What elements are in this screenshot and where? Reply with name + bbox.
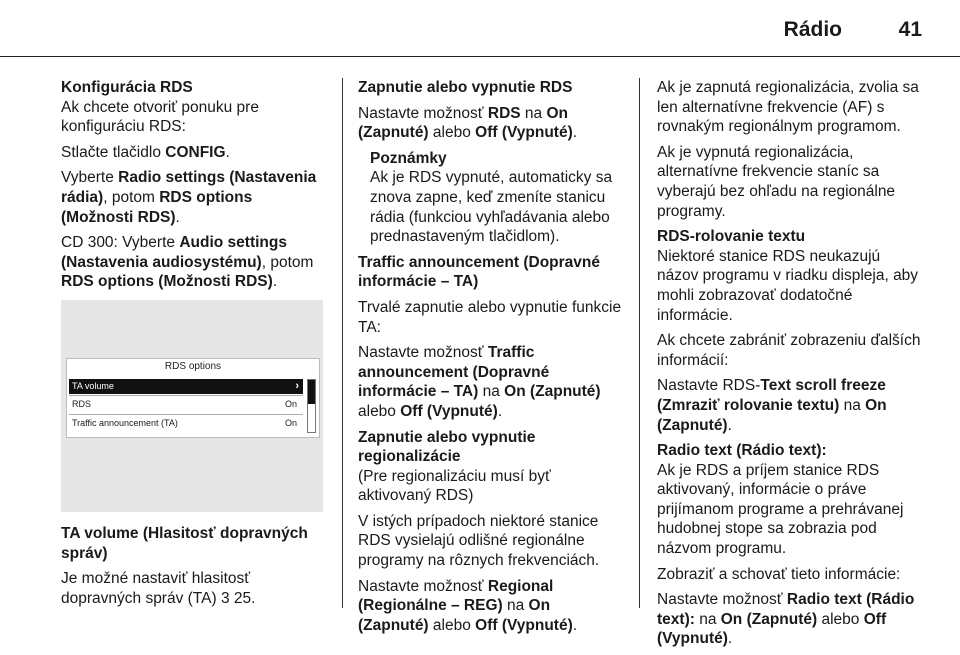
section-ta-volume [61,524,327,563]
paragraph-radio-settings: Vyberte Radio settings (Nastavenia rádia), potom RDS options (Možnosti RDS). [61,169,317,226]
scrollbar-thumb [308,380,315,404]
heading-rds-toggle: Zapnutie alebo vypnutie RDS [358,79,573,96]
display-title: RDS options [164,360,222,372]
paragraph-ta-setting: Nastavte možnosť Traffic announcement (Dopravné informácie – TA) na On (Zapnuté) alebo Off (Vypnuté). [358,344,601,420]
paragraph-rds-setting: Nastavte možnosť RDS na On (Zapnuté) alebo Off (Vypnuté). [358,104,578,142]
heading-traffic-announcement: Traffic announcement (Dopravné informácie – TA) [358,253,601,291]
paragraph: Ak je zapnutá regionalizácia, zvolia sa len alternatívne frekvencie (AF) s rovnakým regionálnym programom. [657,79,919,136]
section-regionalization [358,428,624,506]
heading-rds-config: Konfigurácia RDS [61,79,193,96]
page-ref-icon: 3 [220,589,230,607]
display-row-rds: RDS On [72,398,297,409]
column-2 [358,78,624,641]
paragraph: Ak chcete otvoriť ponuku pre konfiguráciu RDS: [61,98,259,136]
paragraph: Niektoré stanice RDS neukazujú názov programu v riadku displeja, aby mohli zobrazovať dodatočné informácie. [657,247,919,324]
paragraph-radio-text-setting: Nastavte možnosť Radio text (Rádio text): na On (Zapnuté) alebo Off (Vypnuté). [657,591,915,648]
paragraph: Ak chcete zabrániť zobrazeniu ďalších informácií: [657,332,921,369]
section-radio-text [657,441,923,559]
divider [69,395,303,396]
paragraph: Trvalé zapnutie alebo vypnutie funkcie TA: [358,298,622,336]
display-row-ta-volume: TA volume › [69,379,303,394]
paragraph-ta-volume: Je možné nastaviť hlasitosť dopravných správ (TA) 3 25. [61,570,256,607]
heading-regionalization: Zapnutie alebo vypnutie regionalizácie [358,428,536,466]
display-screen [66,358,320,438]
term-config: CONFIG [165,143,226,161]
column-1 [61,78,327,614]
page-title: Rádio [783,18,842,41]
paragraph-scroll-setting: Nastavte RDS-Text scroll freeze (Zmraziť rolovanie textu) na On (Zapnuté). [657,377,887,434]
paragraph: (Pre regionalizáciu musí byť aktivovaný RDS) [358,467,551,505]
divider [69,414,303,415]
paragraph: V istých prípadoch niektoré stanice RDS vysielajú odlišné regionálne programy na rôznych frekvenciách. [358,512,600,570]
heading-ta-volume: TA volume (Hlasitosť dopravných správ) [61,524,308,562]
chevron-right-icon: › [295,379,299,392]
section-rds-config [61,78,327,137]
paragraph-config: Stlačte tlačidlo CONFIG. [61,143,230,161]
rds-options-screenshot [61,300,323,512]
note-text: Ak je RDS vypnuté, automaticky sa znova zapne, keď zmeníte stanicu rádia (funkciou vyhľadávania alebo prednastaveným tlačidlom). [370,169,613,246]
column-divider-2 [639,78,640,608]
heading-text-scroll: RDS-rolovanie textu [657,228,806,246]
header-divider [0,56,960,57]
section-text-scroll [657,227,923,325]
note-box [358,149,624,247]
display-scrollbar [307,379,316,433]
paragraph: Zobraziť a schovať tieto informácie: [657,565,901,583]
display-row-traffic: Traffic announcement (TA) On [72,417,297,428]
paragraph: Ak je RDS a príjem stanice RDS aktivovaný, informácie o práve prijímanom programe a prehrávanej hudobnej stope sa zobrazia pod názvom programu. [657,461,904,558]
heading-radio-text: Radio text (Rádio text): [657,442,827,460]
page-number: 41 [898,18,922,41]
paragraph: Ak je vypnutá regionalizácia, alternatívne frekvencie staníc sa vyberajú bez ohľadu na regionálne programy. [657,143,896,220]
paragraph-cd300: CD 300: Vyberte Audio settings (Nastavenia audiosystému), potom RDS options (Možnosti RDS). [61,234,314,291]
note-title: Poznámky [370,149,447,167]
column-3 [657,78,923,655]
column-divider-1 [342,78,343,608]
paragraph-regional-setting: Nastavte možnosť Regional (Regionálne – REG) na On (Zapnuté) alebo Off (Vypnuté). [358,577,578,634]
